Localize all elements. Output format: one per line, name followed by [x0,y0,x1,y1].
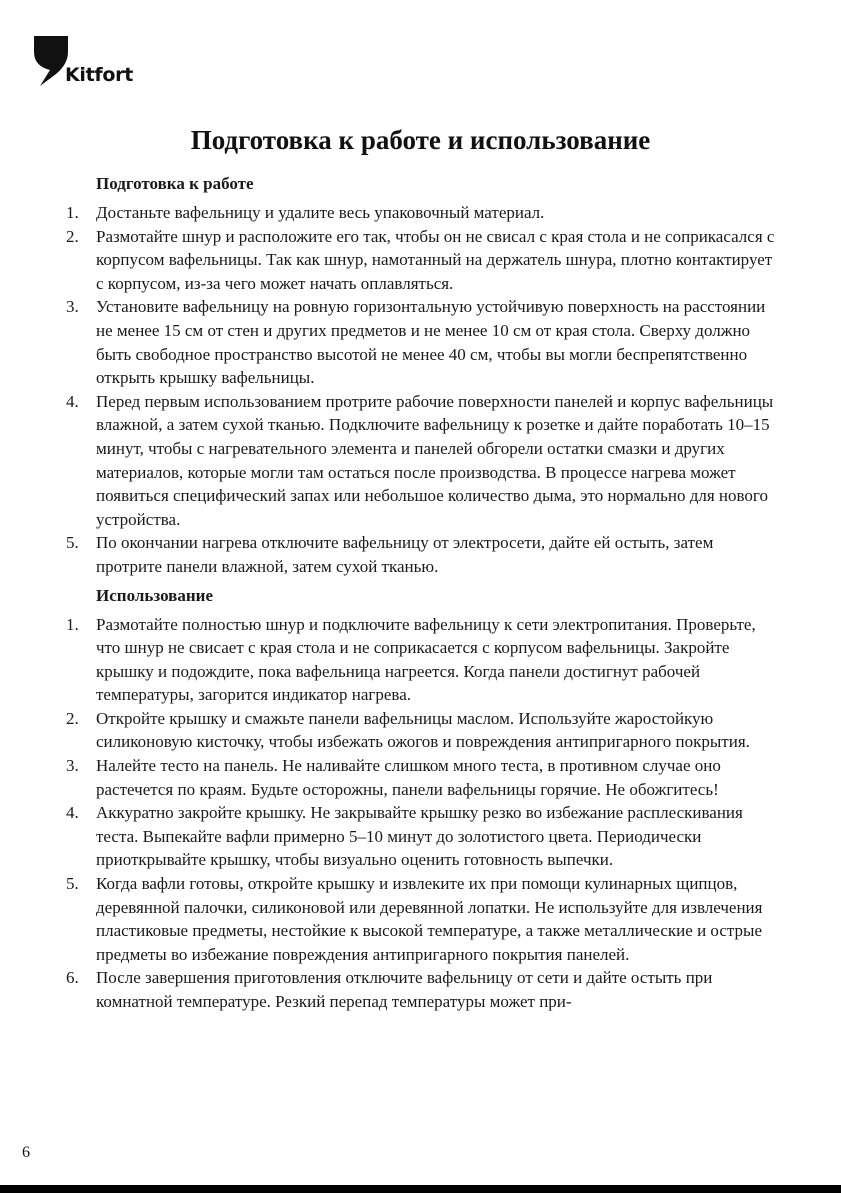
step-text: Размотайте полностью шнур и подключите вафельницу к сети электропитания. Проверьте, что шнур не свисает с края стола и не соприкасается с корпусом вафельницы. Закройте крышку и подождите, пока вафельница нагреется. Когда панели достигнут рабочей температуры, загорится индикатор нагрева. [96,614,756,705]
list-item [66,872,782,966]
page-title: Подготовка к работе и использование [190,125,651,155]
step-text: По окончании нагрева отключите вафельницу от электросети, дайте ей остыть, затем протрите панели влажной, затем сухой тканью. [96,533,714,576]
section-heading-preparation: Подготовка к работе [96,174,254,193]
list-item [66,966,782,1013]
step-number: 4. [66,391,79,411]
list-item [66,531,782,578]
step-number: 5. [66,533,79,553]
step-number: 3. [66,756,79,776]
list-item [66,801,782,872]
step-text: Когда вафли готовы, откройте крышку и извлеките их при помощи кулинарных щипцов, деревянной палочки, силиконовой или деревянной лопатки. Не используйте для извлечения пластиковые предметы, нестойкие к высокой температуре, а также металлические и острые предметы во избежание повреждения антипригарного покрытия панелей. [96,874,763,964]
step-text: Откройте крышку и смажьте панели вафельницы маслом. Используйте жаростойкую силиконовую кисточку, чтобы избежать ожогов и повреждения антипригарного покрытия. [96,708,750,752]
step-text: После завершения приготовления отключите вафельницу от сети и дайте остыть при комнатной температуре. Резкий перепад температуры может при- [96,968,713,1011]
step-number: 5. [66,874,79,894]
step-number: 1. [66,614,79,634]
page-number: 6 [22,1144,30,1161]
step-number: 1. [66,203,79,222]
step-text: Перед первым использованием протрите рабочие поверхности панелей и корпус вафельницы влажной, а затем сухой тканью. Подключите вафельницу к розетке и дайте поработать 10–15 минут, чтобы с нагревательного элемента и панелей обгорели остатки смазки и других материалов, которые могли там остаться после производства. В процессе нагрева может появиться специфический запах или небольшое количество дыма, это нормально для нового устройства. [96,391,774,529]
bottom-rule [0,1185,841,1193]
list-item [66,201,782,225]
step-text: Достаньте вафельницу и удалите весь упаковочный материал. [96,203,545,222]
preparation-steps-list [66,201,782,579]
section-heading-usage: Использование [96,585,213,605]
step-text: Установите вафельницу на ровную горизонтальную устойчивую поверхность на расстоянии не менее 15 см от стен и других предметов и не менее 10 см от края стола. Сверху должно быть свободное пространство высотой не менее 40 см, чтобы вы могли беспрепятственно открыть крышку вафельницы. [96,297,766,388]
step-number: 4. [66,803,79,823]
list-item [66,390,782,532]
kitfort-logo-text: Kitfort [65,64,133,86]
step-text: Аккуратно закройте крышку. Не закрывайте крышку резко во избежание расплескивания теста. Выпекайте вафли примерно 5–10 минут до золотистого цвета. Периодически приоткрывайте крышку, чтобы визуально оценить готовность выпечки. [96,803,743,870]
kitfort-logo [32,34,152,90]
list-item [66,225,782,296]
list-item [66,707,782,754]
step-number: 6. [66,968,79,988]
step-text: Размотайте шнур и расположите его так, чтобы он не свисал с края стола и не соприкасался с корпусом вафельницы. Так как шнур, намотанный на держатель шнура, плотно контактирует с корпусом, из-за чего может начать оплавляться. [96,226,775,293]
list-item [66,754,782,801]
document-body [66,173,782,1014]
list-item [66,295,782,389]
step-number: 2. [66,708,79,728]
step-number: 2. [66,226,79,246]
list-item [66,613,782,707]
step-number: 3. [66,297,79,317]
step-text: Налейте тесто на панель. Не наливайте слишком много теста, в противном случае оно растечется по краям. Будьте осторожны, панели вафельницы горячие. Не обожгитесь! [96,756,721,799]
usage-steps-list [66,613,782,1014]
